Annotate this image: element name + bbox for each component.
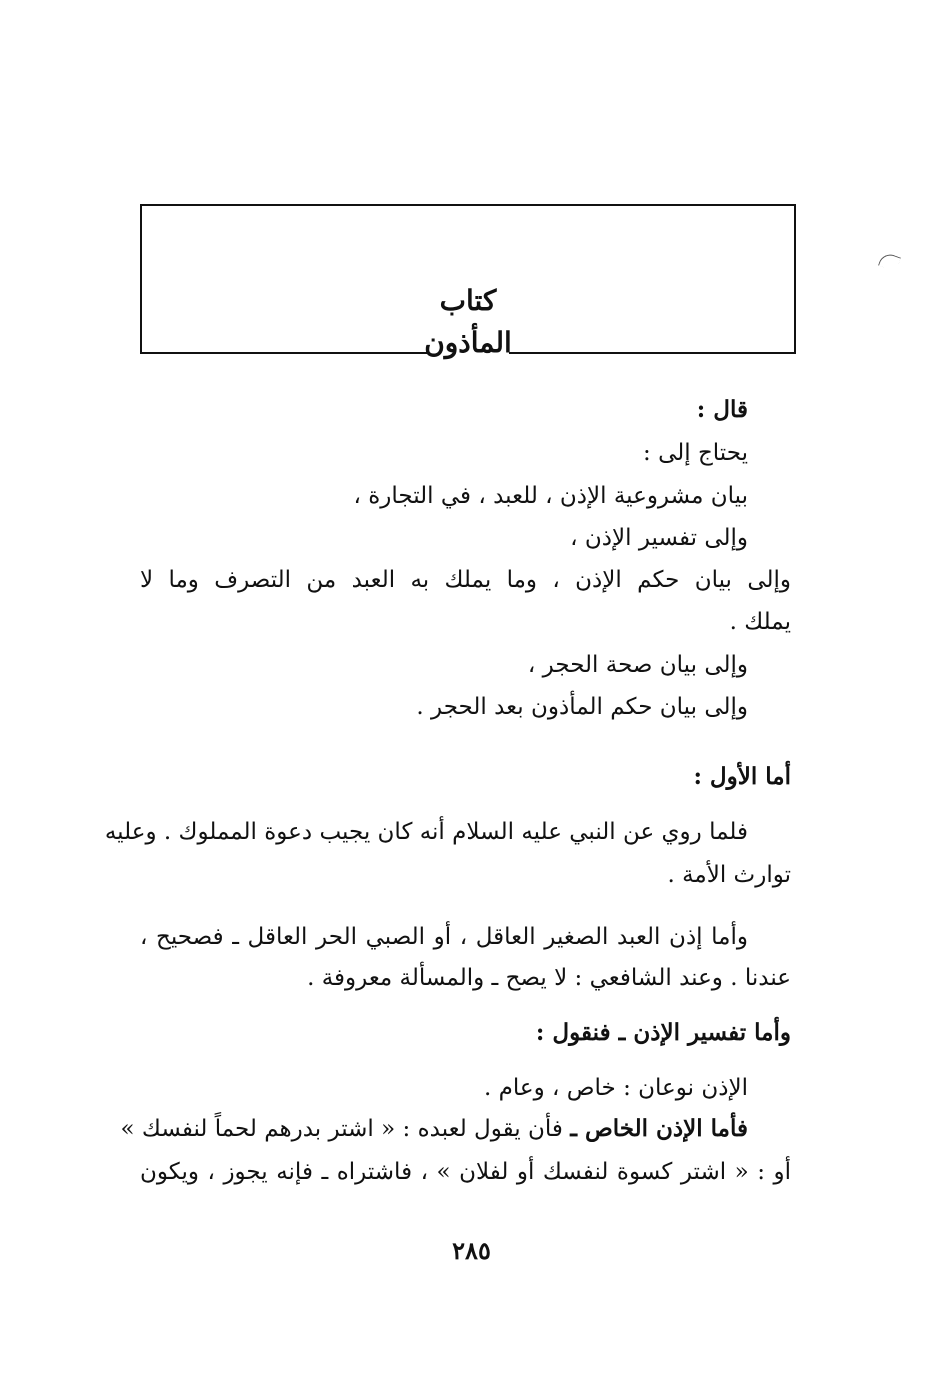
special-permission-definition: فأن يقول لعبده : « اشتر بدرهم لحماً لنفسك » (120, 1116, 571, 1142)
page-number: ٢٨٥ (452, 1236, 491, 1265)
section-explanation-heading: وأما تفسير الإذن ـ فنقول : (535, 1019, 791, 1046)
section-first-para2-line1: وأما إذن العبد الصغير العاقل ، أو الصبي الحر العاقل ـ فصحيح ، (140, 924, 748, 950)
section-first-para1-line2: توارث الأمة . (667, 862, 791, 888)
chapter-title-box (140, 204, 796, 359)
section-explanation-line2 (121, 1114, 748, 1144)
section-first-para1-line1: فلما روي عن النبي عليه السلام أنه كان يجيب دعوة المملوك . وعليه (104, 819, 748, 845)
section-first-heading: أما الأول : (693, 763, 791, 790)
chapter-label: كتاب (439, 284, 497, 317)
special-permission-term: فأما الإذن الخاص ـ (570, 1115, 748, 1142)
corner-mark (878, 251, 901, 272)
intro-item-3-cont: يملك . (729, 609, 791, 635)
intro-item-4: وإلى بيان صحة الحجر ، (527, 652, 748, 678)
intro-qala: قال : (696, 396, 748, 423)
intro-item-3: وإلى بيان حكم الإذن ، وما يملك به العبد من التصرف وما لا (140, 567, 791, 593)
intro-item-5: وإلى بيان حكم المأذون بعد الحجر . (416, 694, 748, 720)
section-explanation-line3: أو : « اشتر كسوة لنفسك أو لفلان » ، فاشتراه ـ فإنه يجوز ، ويكون (140, 1159, 791, 1185)
intro-item-1: بيان مشروعية الإذن ، للعبد ، في التجارة ، (353, 483, 748, 509)
chapter-title: المأذون (424, 326, 512, 359)
section-first-para2-line2: عندنا . وعند الشافعي : لا يصح ـ والمسألة معروفة . (307, 965, 791, 991)
intro-item-2: وإلى تفسير الإذن ، (570, 525, 748, 551)
intro-needs: يحتاج إلى : (643, 440, 748, 466)
section-explanation-line1: الإذن نوعان : خاص ، وعام . (483, 1075, 748, 1101)
